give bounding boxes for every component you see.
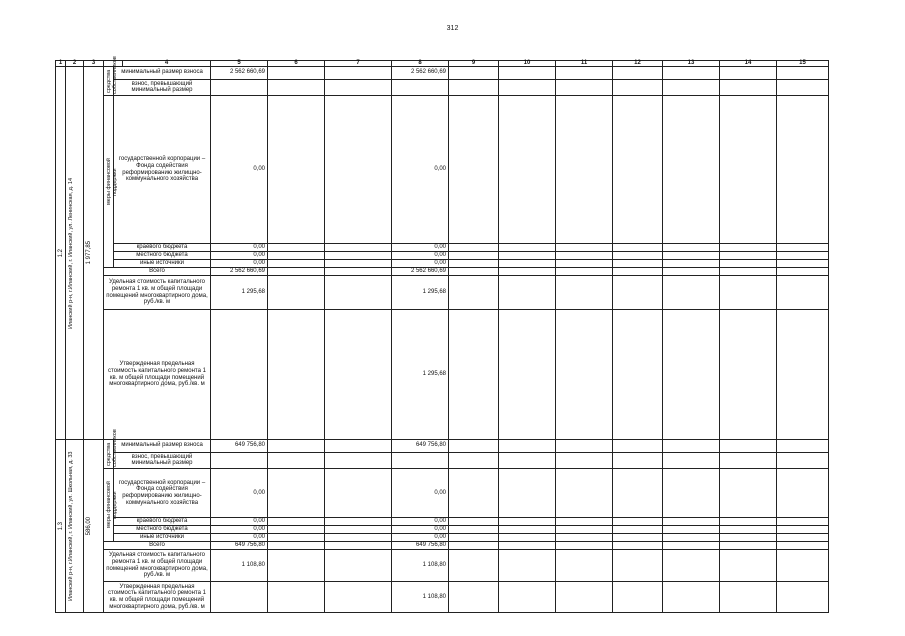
address: Иланский р-н, г.Иланский, г. Иланский, ул. Школьная, д. 33: [68, 451, 74, 601]
col-header: 10: [499, 61, 556, 67]
value-cell: 649 756,80: [392, 440, 449, 453]
owner-funds-label: средства собственников: [106, 56, 119, 94]
support-measures-label: меры финансовой поддержки: [106, 481, 119, 529]
block-number: 1.3: [58, 521, 64, 531]
value-cell: 0,00: [211, 518, 268, 526]
value-cell: 2 562 660,69: [392, 67, 449, 80]
page-number: 312: [446, 25, 459, 32]
value-cell: 0,00: [211, 244, 268, 252]
value-cell: 2 562 660,69: [211, 67, 268, 80]
table-row: [56, 260, 829, 268]
col-header: 12: [613, 61, 663, 67]
value-cell: 0,00: [211, 252, 268, 260]
col-header: 8: [392, 61, 449, 67]
col-header: 9: [449, 61, 499, 67]
value-cell: 0,00: [211, 534, 268, 542]
value-cell: 0,00: [392, 260, 449, 268]
col-header: 6: [268, 61, 325, 67]
owner-funds-cell: [104, 56, 119, 96]
col-header: 5: [211, 61, 268, 67]
table-row: [56, 268, 829, 276]
value-cell: 649 756,80: [211, 542, 268, 550]
excess-contribution-label: взнос, превышающий минимальный размер: [114, 79, 211, 95]
regional-budget-label: краевого бюджета: [114, 244, 211, 252]
local-budget-label: местного бюджета: [114, 252, 211, 260]
value-cell: 1 108,80: [392, 550, 449, 582]
min-contribution-label: минимальный размер взноса: [114, 67, 211, 80]
support-measures-cell: [104, 469, 119, 542]
block-number-cell: [56, 67, 66, 440]
support-measures-cell: [104, 96, 119, 268]
table-row: [56, 452, 829, 468]
owner-funds-label: средства собственников: [106, 429, 119, 467]
min-contribution-label: минимальный размер взноса: [114, 440, 211, 453]
col-header: 1: [56, 61, 66, 67]
col-header: 15: [777, 61, 829, 67]
table-row: [56, 244, 829, 252]
value-cell: 0,00: [392, 518, 449, 526]
table-row: [56, 310, 829, 412]
value-cell: 0,00: [392, 244, 449, 252]
table-row: [56, 518, 829, 526]
owner-funds-cell: [104, 429, 119, 469]
table-row: [56, 67, 829, 80]
table-row: [56, 469, 829, 518]
table-row: [56, 252, 829, 260]
capital-repair-table: [55, 56, 829, 613]
other-sources-label: иные источники: [114, 260, 211, 268]
value-cell: 2 562 660,69: [211, 268, 268, 276]
unit-cost-label: Удельная стоимость капитального ремонта 1 кв. м общей площади помещений многоквартирного дома, руб./кв. м: [104, 550, 211, 582]
excess-contribution-label: взнос, превышающий минимальный размер: [114, 452, 211, 468]
table-row: [56, 526, 829, 534]
approved-cost-label: Утвержденная предельная стоимость капитального ремонта 1 кв. м общей площади помещений многоквартирного дома, руб./кв. м: [104, 310, 211, 440]
address-cell: [66, 67, 84, 440]
value-cell: 0,00: [211, 96, 268, 244]
table-row: [56, 550, 829, 582]
value-cell: 1 108,80: [392, 582, 449, 613]
total-label: Всего: [104, 268, 211, 276]
support-measures-label: меры финансовой поддержки: [106, 158, 119, 206]
other-sources-label: иные источники: [114, 534, 211, 542]
col-header: 7: [325, 61, 392, 67]
value-cell: 0,00: [392, 469, 449, 518]
local-budget-label: местного бюджета: [114, 526, 211, 534]
col-header: 3: [84, 61, 104, 67]
block-number-cell: [56, 440, 66, 613]
value-cell: 649 756,80: [211, 440, 268, 453]
regional-budget-label: краевого бюджета: [114, 518, 211, 526]
table-row: [56, 542, 829, 550]
col-header: 2: [66, 61, 84, 67]
table-row: [56, 534, 829, 542]
area-cell: [84, 67, 104, 440]
area: 586,00: [86, 516, 92, 536]
address: Иланский р-н, г.Иланский, г. Иланский, ул. Ленинская, д. 14: [68, 177, 74, 329]
table-row: [56, 79, 829, 95]
col-header: 13: [663, 61, 720, 67]
value-cell: 1 295,68: [392, 276, 449, 310]
value-cell: 1 295,68: [211, 276, 268, 310]
address-cell: [66, 440, 84, 613]
table-row: [56, 96, 829, 244]
value-cell: 0,00: [211, 469, 268, 518]
value-cell: 0,00: [392, 252, 449, 260]
unit-cost-label: Удельная стоимость капитального ремонта 1 кв. м общей площади помещений многоквартирного дома, руб./кв. м: [104, 276, 211, 310]
value-cell: 1 295,68: [392, 310, 449, 440]
value-cell: 2 562 660,69: [392, 268, 449, 276]
table-row: [56, 582, 829, 585]
col-header: 14: [720, 61, 777, 67]
approved-cost-label: Утвержденная предельная стоимость капитального ремонта 1 кв. м общей площади помещений многоквартирного дома, руб./кв. м: [104, 582, 211, 613]
area-cell: [84, 440, 104, 613]
value-cell: 0,00: [392, 526, 449, 534]
table-row: [56, 440, 829, 453]
block-number: 1.2: [58, 248, 64, 258]
fund-label: государственной корпорации – Фонда содействия реформированию жилищно-коммунального хозяйства: [114, 469, 211, 518]
fund-label: государственной корпорации – Фонда содействия реформированию жилищно-коммунального хозяйства: [114, 96, 211, 244]
value-cell: 0,00: [392, 96, 449, 244]
value-cell: 0,00: [211, 260, 268, 268]
value-cell: 649 756,80: [392, 542, 449, 550]
value-cell: 0,00: [392, 534, 449, 542]
area: 1 977,85: [86, 241, 92, 265]
total-label: Всего: [104, 542, 211, 550]
col-header: 11: [556, 61, 613, 67]
table-row: [56, 276, 829, 310]
col-header: 4: [123, 61, 211, 67]
value-cell: 0,00: [211, 526, 268, 534]
value-cell: 1 108,80: [211, 550, 268, 582]
